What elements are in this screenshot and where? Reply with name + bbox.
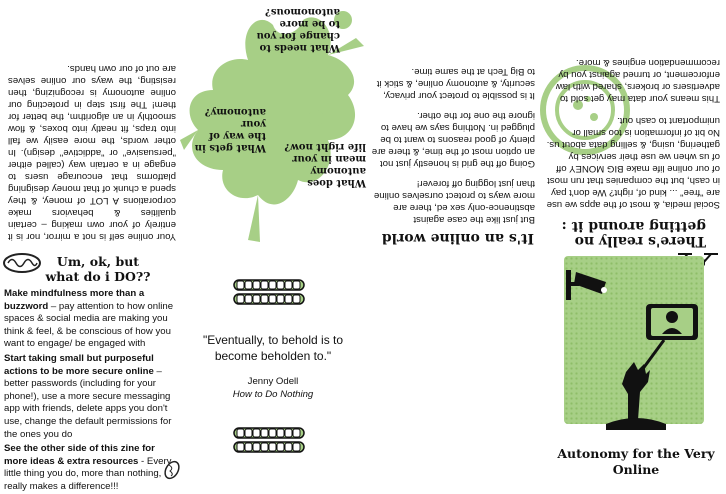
phone-selfie-icon [606,300,706,440]
quote-source: How to Do Nothing [232,389,314,400]
no-getting-around-p1: Social media, & most of the apps we use are "free" ... kind of, right? We don't pay in cash, but the companies that run most of our online life make BIG MONEY off of us when we use their services by gathering, using, & selling data about us. No bit of information is too small or unimportant to cash out. [546,115,720,210]
panel-online-world [368,2,538,247]
tip-mindfulness-rest: – pay attention to how online spaces & social media are making you think & feel, & be conscious of how you want to engage/ be engaged with [4,300,174,350]
panel-what-do-i-do [0,248,178,492]
cover-title: Autonomy for the Very Online [557,446,715,477]
no-getting-around-content [540,0,726,250]
panel-cover [546,248,726,484]
what-do-i-do-list [0,284,178,494]
panel-addictive-design [6,4,178,244]
no-getting-around-title: There's really no getting around it : [561,218,706,249]
mitochondria-icon [162,460,182,480]
tip-other-side [4,443,174,493]
tip-secure-actions [4,353,174,441]
online-world-p3: It is possible to protect your privacy, security, & autonomy online, & stick it to Big Tech at the same time. [376,66,535,101]
tip-other-side-rest: - Every little thing you do, more than nothing, really makes a difference!!! [4,455,172,492]
tip-other-side-bold: See the other side of this zine for more ideas & extra resources [4,443,155,467]
mitochondria-icon [2,252,42,274]
teeth-icon [232,420,306,460]
tip-mindfulness [4,288,174,351]
question-gets-in-way: What gets in the way of your autonomy? [194,106,266,153]
security-camera-icon [564,266,612,306]
question-needs-to-change: What needs to change for you to be more autonomous? [256,6,340,53]
online-world-p2: Going off the grid is honestly just not an option most of the time, & there are plenty of good reasons to want to be plugged in. Nothing says we have to ignore the one for the other. [371,110,535,169]
panel-no-getting-around [540,0,726,250]
question-autonomy-meaning: What does autonomy mean in your life right now? [284,141,366,188]
tip-secure-actions-rest: – better passwords (including for your phone!), use a more secure messaging app with friends, delete apps you don't use, change the default permissions for the ones you do [4,365,172,440]
online-world-title: It's an online world [381,230,534,246]
teeth-icon [232,272,306,312]
online-world-p1: But just like the case against abstinence-only sex ed, there are more ways to protect ourselves online than just logging off forever! [373,178,535,225]
panel-quote [180,248,366,484]
tip-mindfulness-bold: Make mindfulness more than a buzzword [4,288,145,312]
no-getting-around-p2: This means your data may get sold to advertisers or brokers, shared with law enforcement, or turned against you by recommendation engines & more. [555,57,720,104]
tip-secure-actions-bold: Start taking small but purposeful actions to be more secure online [4,352,154,377]
what-do-i-do-title: Um, ok, but what do i DO?? [45,254,151,284]
panel-neuron-questions [178,0,368,250]
quote-text: "Eventually, to behold is to become beholden to." [202,333,344,363]
quote-author: Jenny Odell [247,376,299,387]
addictive-design-text: Your online self is not a mirror, nor is it entirely of your own making – certain qualities & behaviors make corporations A LOT of money, & they spend a chunk of that money designing platforms that encourage users to engage in a certain way (called either "persuasive" or "addictive" design). In other words, the more easily we fall into traps, fit neatly into boxes, & flow smoothly in an algorithm, the better for them! The first step in protecting our online autonomy is recognizing, then resisting, the ways our online selves are out of our own hands. [8,63,176,242]
